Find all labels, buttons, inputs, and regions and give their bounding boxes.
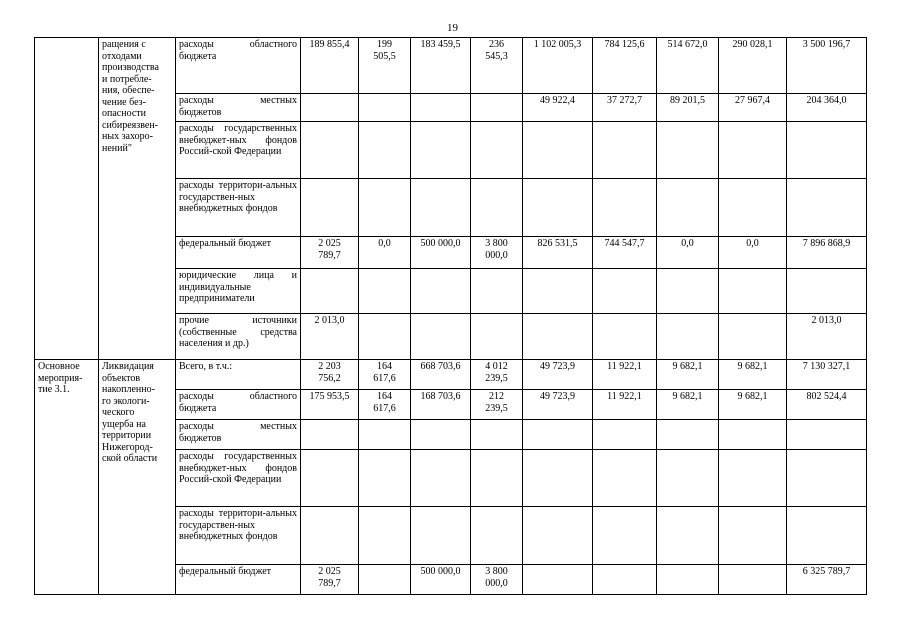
funding-source: расходы государственных внебюджет-ных фондов Россий-ской Федерации — [176, 122, 301, 179]
value-cell — [301, 507, 359, 565]
value-cell — [719, 314, 787, 360]
value-cell — [523, 450, 593, 507]
value-cell — [359, 565, 411, 595]
page-number: 19 — [447, 22, 458, 34]
value-cell — [359, 507, 411, 565]
value-cell — [471, 94, 523, 122]
value-cell: 826 531,5 — [523, 237, 593, 269]
value-cell — [359, 420, 411, 450]
value-cell — [301, 122, 359, 179]
value-cell — [301, 179, 359, 237]
measure-label: Основное мероприя- тие 3.1. — [38, 361, 83, 395]
value-cell: 49 723,9 — [523, 390, 593, 420]
activity-text: Ликвидация объектов накопленно- го экологи- ческого ущерба на территории Нижегород- ской области — [102, 361, 158, 464]
value-cell — [471, 269, 523, 314]
value-cell — [719, 420, 787, 450]
table-row — [35, 38, 867, 94]
value-cell: 212 239,5 — [471, 390, 523, 420]
value-cell: 9 682,1 — [719, 360, 787, 390]
value-cell — [359, 269, 411, 314]
value-cell — [657, 269, 719, 314]
value-cell: 89 201,5 — [657, 94, 719, 122]
value-cell — [719, 507, 787, 565]
value-cell: 668 703,6 — [411, 360, 471, 390]
value-cell — [471, 507, 523, 565]
value-cell: 4 012 239,5 — [471, 360, 523, 390]
measure-cell — [35, 38, 99, 360]
value-cell: 189 855,4 — [301, 38, 359, 94]
value-cell: 500 000,0 — [411, 237, 471, 269]
value-cell — [411, 122, 471, 179]
total-cell — [787, 269, 867, 314]
value-cell — [657, 314, 719, 360]
value-cell: 9 682,1 — [657, 390, 719, 420]
value-cell — [411, 450, 471, 507]
total-cell: 204 364,0 — [787, 94, 867, 122]
funding-source: расходы местных бюджетов — [176, 94, 301, 122]
total-cell: 3 500 196,7 — [787, 38, 867, 94]
total-cell — [787, 450, 867, 507]
total-cell — [787, 122, 867, 179]
funding-source: расходы территори-альных государствен-ных внебюджетных фондов — [176, 179, 301, 237]
activity-cell — [99, 360, 176, 595]
value-cell: 11 922,1 — [593, 390, 657, 420]
value-cell: 514 672,0 — [657, 38, 719, 94]
value-cell: 500 000,0 — [411, 565, 471, 595]
value-cell: 290 028,1 — [719, 38, 787, 94]
value-cell: 168 703,6 — [411, 390, 471, 420]
value-cell — [411, 314, 471, 360]
value-cell: 183 459,5 — [411, 38, 471, 94]
value-cell — [719, 269, 787, 314]
value-cell — [593, 122, 657, 179]
value-cell — [719, 565, 787, 595]
value-cell: 2 013,0 — [301, 314, 359, 360]
value-cell: 0,0 — [359, 237, 411, 269]
value-cell — [301, 269, 359, 314]
value-cell — [359, 450, 411, 507]
value-cell — [523, 122, 593, 179]
value-cell: 9 682,1 — [719, 390, 787, 420]
value-cell — [657, 420, 719, 450]
funding-source: расходы местных бюджетов — [176, 420, 301, 450]
value-cell — [523, 179, 593, 237]
funding-source: федеральный бюджет — [176, 237, 301, 269]
value-cell — [471, 179, 523, 237]
value-cell: 9 682,1 — [657, 360, 719, 390]
value-cell: 175 953,5 — [301, 390, 359, 420]
value-cell — [411, 269, 471, 314]
value-cell — [523, 314, 593, 360]
value-cell — [593, 314, 657, 360]
funding-source: расходы областного бюджета — [176, 38, 301, 94]
value-cell: 11 922,1 — [593, 360, 657, 390]
funding-source: Всего, в т.ч.: — [176, 360, 301, 390]
value-cell: 3 800 000,0 — [471, 237, 523, 269]
value-cell — [301, 420, 359, 450]
value-cell: 2 203 756,2 — [301, 360, 359, 390]
value-cell — [593, 450, 657, 507]
funding-source: расходы областного бюджета — [176, 390, 301, 420]
value-cell: 3 800 000,0 — [471, 565, 523, 595]
value-cell — [523, 269, 593, 314]
table-row — [35, 360, 867, 390]
total-cell — [787, 507, 867, 565]
funding-source: юридические лица и индивидуальные предприниматели — [176, 269, 301, 314]
value-cell: 49 723,9 — [523, 360, 593, 390]
table-body — [35, 38, 867, 595]
value-cell — [471, 314, 523, 360]
value-cell: 236 545,3 — [471, 38, 523, 94]
value-cell — [657, 507, 719, 565]
value-cell — [657, 179, 719, 237]
value-cell — [719, 179, 787, 237]
value-cell: 0,0 — [719, 237, 787, 269]
value-cell: 2 025 789,7 — [301, 565, 359, 595]
value-cell — [657, 565, 719, 595]
activity-cell — [99, 38, 176, 360]
value-cell — [523, 565, 593, 595]
value-cell — [523, 507, 593, 565]
value-cell — [411, 94, 471, 122]
value-cell — [411, 507, 471, 565]
total-cell: 2 013,0 — [787, 314, 867, 360]
value-cell: 164 617,6 — [359, 390, 411, 420]
total-cell: 6 325 789,7 — [787, 565, 867, 595]
value-cell — [471, 420, 523, 450]
value-cell — [593, 179, 657, 237]
value-cell — [359, 122, 411, 179]
measure-cell — [35, 360, 99, 595]
value-cell — [301, 450, 359, 507]
value-cell — [719, 122, 787, 179]
value-cell — [359, 314, 411, 360]
funding-source: расходы государственных внебюджет-ных фондов Россий-ской Федерации — [176, 450, 301, 507]
value-cell: 164 617,6 — [359, 360, 411, 390]
value-cell — [593, 507, 657, 565]
value-cell: 199 505,5 — [359, 38, 411, 94]
total-cell: 802 524,4 — [787, 390, 867, 420]
value-cell — [411, 179, 471, 237]
total-cell: 7 130 327,1 — [787, 360, 867, 390]
value-cell — [657, 122, 719, 179]
value-cell: 1 102 005,3 — [523, 38, 593, 94]
value-cell: 784 125,6 — [593, 38, 657, 94]
value-cell: 744 547,7 — [593, 237, 657, 269]
total-cell: 7 896 868,9 — [787, 237, 867, 269]
funding-source: федеральный бюджет — [176, 565, 301, 595]
value-cell — [471, 122, 523, 179]
value-cell — [301, 94, 359, 122]
total-cell — [787, 420, 867, 450]
value-cell — [593, 565, 657, 595]
value-cell — [411, 420, 471, 450]
value-cell — [593, 269, 657, 314]
value-cell: 49 922,4 — [523, 94, 593, 122]
value-cell — [471, 450, 523, 507]
value-cell: 27 967,4 — [719, 94, 787, 122]
value-cell — [523, 420, 593, 450]
budget-table — [34, 37, 867, 595]
value-cell — [359, 94, 411, 122]
value-cell: 37 272,7 — [593, 94, 657, 122]
value-cell — [657, 450, 719, 507]
value-cell: 0,0 — [657, 237, 719, 269]
funding-source: прочие источники (собственные средства населения и др.) — [176, 314, 301, 360]
value-cell — [359, 179, 411, 237]
value-cell — [593, 420, 657, 450]
total-cell — [787, 179, 867, 237]
activity-text: рaщения с отходами производства и потребле- ния, обеспе- чение без- опасности сибиреязвен- ных захоро- нений" — [102, 39, 159, 154]
value-cell: 2 025 789,7 — [301, 237, 359, 269]
value-cell — [719, 450, 787, 507]
funding-source: расходы территори-альных государствен-ных внебюджетных фондов — [176, 507, 301, 565]
